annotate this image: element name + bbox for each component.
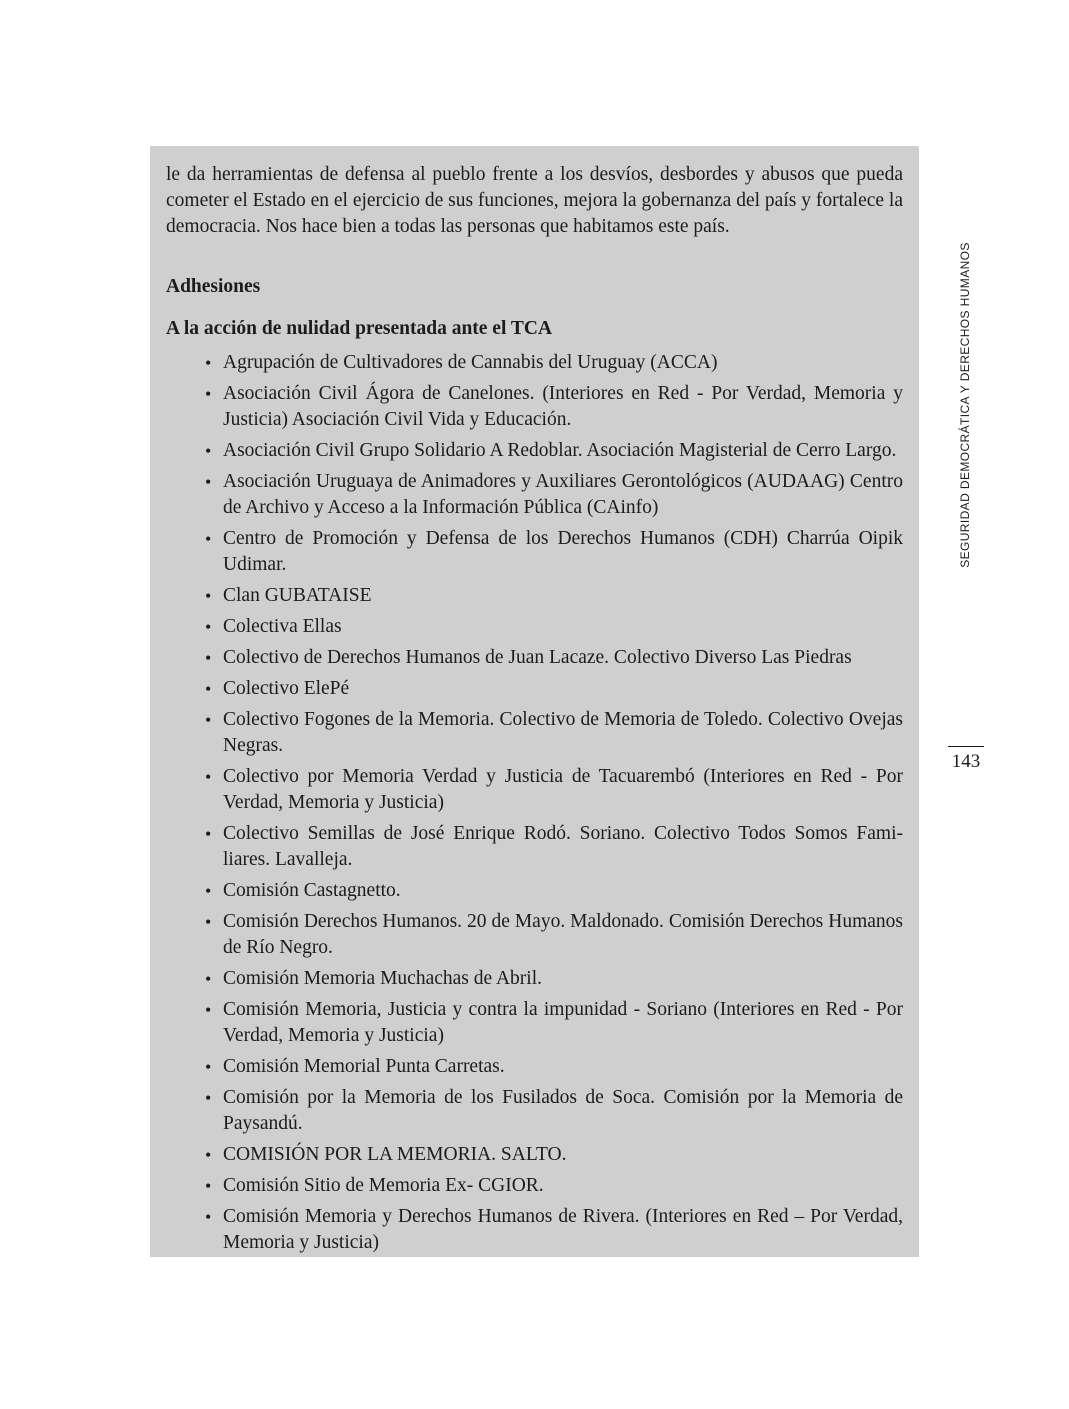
heading-adhesiones: Adhesiones: [166, 276, 261, 297]
list-item: • Comisión Memoria, Justicia y contra la impunidad - Soriano (Interiores en Red - Por Verdad, Memoria y Justicia): [223, 997, 903, 1049]
list-item: • Comisión Memoria Muchachas de Abril.: [223, 966, 903, 992]
list-item: • Clan GUBATAISE: [223, 583, 903, 609]
list-item: • Agrupación de Cultivadores de Cannabis del Uruguay (ACCA): [223, 350, 903, 376]
page-body: [166, 162, 903, 1261]
list-item: • Comisión Memorial Punta Carretas.: [223, 1054, 903, 1080]
list-item: • Comisión Derechos Humanos. 20 de Mayo. Maldonado. Comisión Derechos Humanos de Río Negro.: [223, 909, 903, 961]
list-item: • Asociación Civil Grupo Solidario A Redoblar. Asociación Magisterial de Cerro Largo.: [223, 438, 903, 464]
page-number: 143: [948, 746, 984, 777]
list-item: • Asociación Uruguaya de Animadores y Auxiliares Gerontológicos (AUDAAG) Centro de Archivo y Acceso a la Información Pública (CAinfo): [223, 469, 903, 521]
list-item: • Comisión Castagnetto.: [223, 878, 903, 904]
list-item: • Comisión por la Memoria de los Fusilados de Soca. Comisión por la Memoria de Paysandú.: [223, 1085, 903, 1137]
list-item: • COMISIÓN POR LA MEMORIA. SALTO.: [223, 1142, 903, 1168]
list-item: • Colectivo Fogones de la Memoria. Colectivo de Memoria de Toledo. Colectivo Ovejas Negras.: [223, 707, 903, 759]
running-section-title-text: SEGURIDAD DEMOCRÁTICA Y DERECHOS HUMANOS: [958, 242, 972, 568]
list-item: • Colectivo por Memoria Verdad y Justicia de Tacuarembó (Interiores en Red - Por Verdad, Memoria y Justicia): [223, 764, 903, 816]
list-item: • Comisión Sitio de Memoria Ex- CGIOR.: [223, 1173, 903, 1199]
list-item: • Colectivo de Derechos Humanos de Juan Lacaze. Colectivo Diverso Las Piedras: [223, 645, 903, 671]
list-item: • Colectiva Ellas: [223, 614, 903, 640]
list-item: • Colectivo Semillas de José Enrique Rodó. Soriano. Colectivo Todos Somos Familiares. Lavalleja.: [223, 821, 903, 873]
heading-accion-nulidad: A la acción de nulidad presentada ante el TCA: [166, 318, 553, 339]
intro-paragraph: le da herramientas de defensa al pueblo frente a los desvíos, desbordes y abusos que pueda cometer el Estado en el ejercicio de sus funciones, mejora la gobernanza del país y fortalece la democracia. Nos hace bien a todas las personas que habitamos este país.: [166, 164, 903, 237]
list-item: • Comisión Memoria y Derechos Humanos de Rivera. (Interiores en Red – Por Verdad, Memoria y Justicia): [223, 1204, 903, 1256]
list-item: • Colectivo ElePé: [223, 676, 903, 702]
list-item: • Centro de Promoción y Defensa de los Derechos Humanos (CDH) Charrúa Oipik Udimar.: [223, 526, 903, 578]
adhesion-list: [166, 350, 903, 1256]
list-item: • Asociación Civil Ágora de Canelones. (Interiores en Red - Por Verdad, Memoria y Justicia) Asociación Civil Vida y Educación.: [223, 381, 903, 433]
